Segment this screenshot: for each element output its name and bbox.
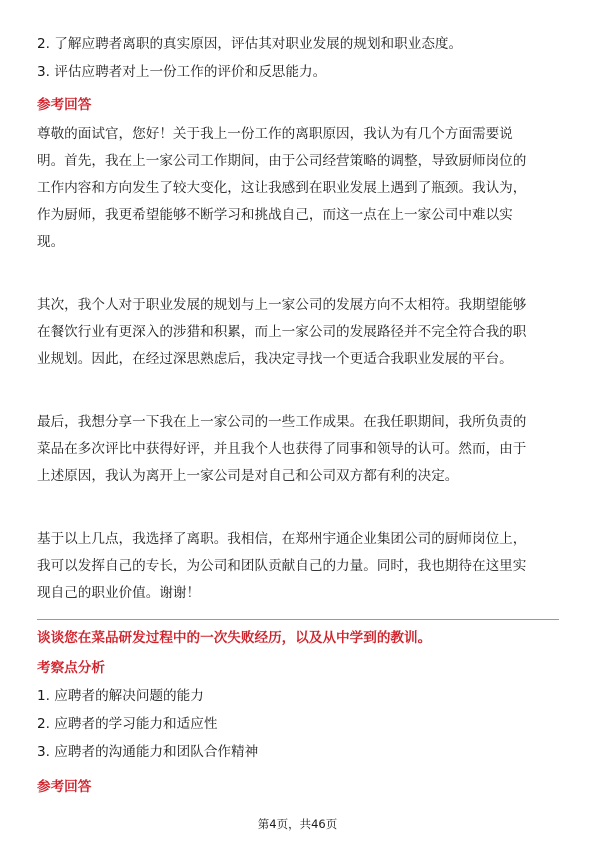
answer-line: 上述原因，我认为离开上一家公司是对自己和公司双方都有利的决定。: [37, 468, 459, 484]
answer-line: 尊敬的面试官，您好！关于我上一份工作的离职原因，我认为有几个方面需要说: [37, 126, 513, 142]
list-item: 2. 了解应聘者离职的真实原因，评估其对职业发展的规划和职业态度。: [37, 36, 463, 52]
question-title: 谈谈您在菜品研发过程中的一次失败经历，以及从中学到的教训。: [37, 630, 432, 646]
answer-line: 作为厨师，我更希望能够不断学习和挑战自己，而这一点在上一家公司中难以实: [37, 207, 513, 223]
answer-line: 现自己的职业价值。谢谢！: [37, 585, 201, 601]
answer-line: 工作内容和方向发生了较大变化，这让我感到在职业发展上遇到了瓶颈。我认为，: [37, 180, 527, 196]
analysis-item: 2. 应聘者的学习能力和适应性: [37, 716, 218, 732]
answer-line: 现。: [37, 234, 65, 250]
analysis-heading: 考察点分析: [37, 660, 105, 676]
answer-line: 其次，我个人对于职业发展的规划与上一家公司的发展方向不太相符。我期望能够: [37, 297, 527, 313]
answer-line: 基于以上几点，我选择了离职。我相信，在郑州宇通企业集团公司的厨师岗位上，: [37, 531, 527, 547]
answer-line: 菜品在多次评比中获得好评，并且我个人也获得了同事和领导的认可。然而，由于: [37, 441, 527, 457]
analysis-item: 1. 应聘者的解决问题的能力: [37, 688, 204, 704]
answer-line: 业规划。因此，在经过深思熟虑后，我决定寻找一个更适合我职业发展的平台。: [37, 351, 513, 367]
page-number: 第4页，共46页: [257, 817, 338, 831]
analysis-item: 3. 应聘者的沟通能力和团队合作精神: [37, 744, 259, 760]
answer-line: 明。首先，我在上一家公司工作期间，由于公司经营策略的调整，导致厨师岗位的: [37, 153, 527, 169]
reference-answer-heading: 参考回答: [37, 97, 92, 113]
reference-answer-heading: 参考回答: [37, 779, 92, 795]
section-divider: [37, 619, 559, 620]
answer-line: 最后，我想分享一下我在上一家公司的一些工作成果。在我任职期间，我所负责的: [37, 414, 527, 430]
answer-line: 我可以发挥自己的专长，为公司和团队贡献自己的力量。同时，我也期待在这里实: [37, 558, 527, 574]
list-item: 3. 评估应聘者对上一份工作的评价和反思能力。: [37, 64, 327, 80]
answer-line: 在餐饮行业有更深入的涉猎和积累，而上一家公司的发展路径并不完全符合我的职: [37, 324, 527, 340]
